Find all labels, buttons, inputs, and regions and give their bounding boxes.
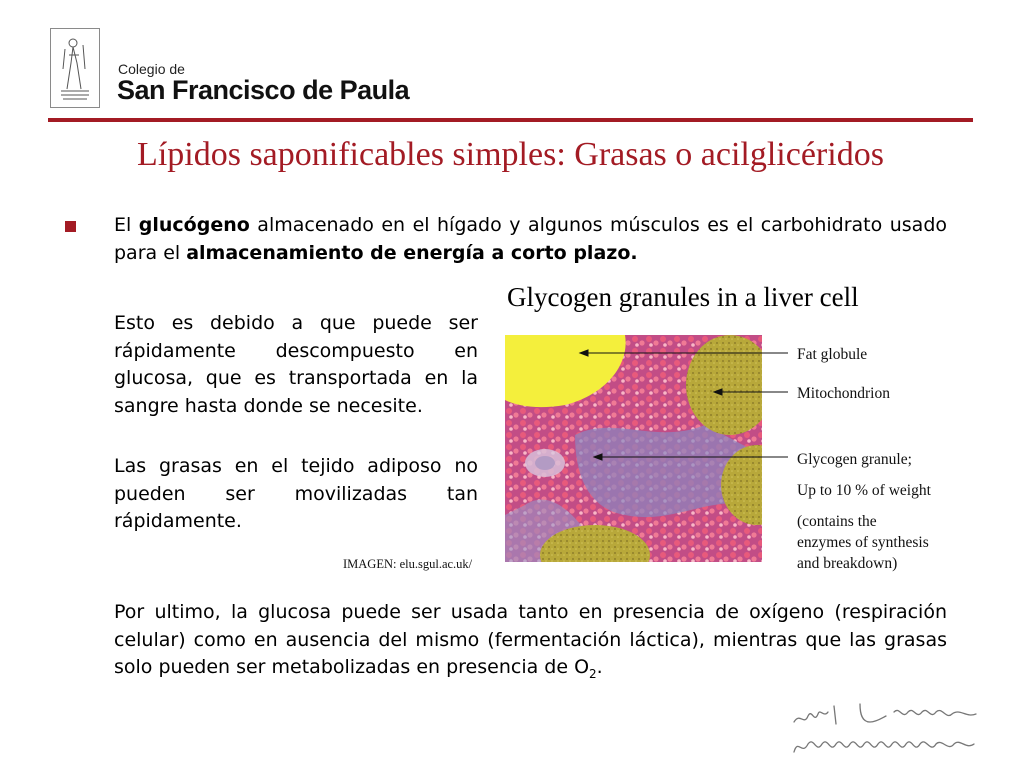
logo-line2: San Francisco de Paula: [117, 75, 410, 105]
logo-line1: Colegio de: [118, 61, 185, 77]
bullet-paragraph: [114, 212, 947, 267]
title-divider: [48, 118, 973, 122]
paragraph-oxigeno-text: Por ultimo, la glucosa puede ser usada tanto en presencia de oxígeno (respiración celular) como en ausencia del mismo (fermentación láctica), mientras que las grasas solo pueden ser metabolizadas en presencia de O: [114, 601, 947, 678]
bullet-text-2: almacenado en el hígado y algunos músculos es el carbohidrato usado para el: [114, 214, 948, 264]
image-credit: IMAGEN: elu.sgul.ac.uk/: [343, 557, 473, 571]
label-fat-globule: Fat globule: [797, 346, 868, 363]
label-glycogen-granule: Glycogen granule;: [797, 451, 912, 468]
slide-title: Lípidos saponificables simples: Grasas o acilglicéridos: [137, 136, 884, 173]
bullet-bold-glucogeno: glucógeno: [138, 214, 250, 236]
figure-title: Glycogen granules in a liver cell: [507, 282, 859, 312]
paragraph-descompuesto: Esto es debido a que puede ser rápidamente descompuesto en glucosa, que es transportada en la sangre hasta donde se necesite.: [114, 312, 478, 417]
paragraph-oxigeno: [114, 599, 947, 688]
saint-figure-icon: [51, 29, 99, 107]
label-weight: Up to 10 % of weight: [797, 482, 931, 499]
label-enzymes-1: (contains the: [797, 513, 877, 530]
o2-subscript: 2: [589, 666, 597, 681]
liver-cell-micrograph: [505, 335, 762, 562]
bullet-bold-almacenamiento: almacenamiento de energía a corto plazo.: [186, 241, 638, 264]
label-enzymes-2: enzymes of synthesis: [797, 534, 929, 551]
label-enzymes-3: and breakdown): [797, 555, 898, 572]
handwritten-signature: [790, 698, 990, 762]
bullet-text-1: El: [114, 214, 139, 236]
school-logo-emblem: [50, 28, 100, 108]
bullet-square-icon: [65, 221, 76, 232]
paragraph-oxigeno-end: .: [596, 656, 603, 678]
label-mitochondrion: Mitochondrion: [797, 385, 890, 402]
paragraph-tejido-adiposo: Las grasas en el tejido adiposo no pueden ser movilizadas tan rápidamente.: [114, 455, 478, 532]
